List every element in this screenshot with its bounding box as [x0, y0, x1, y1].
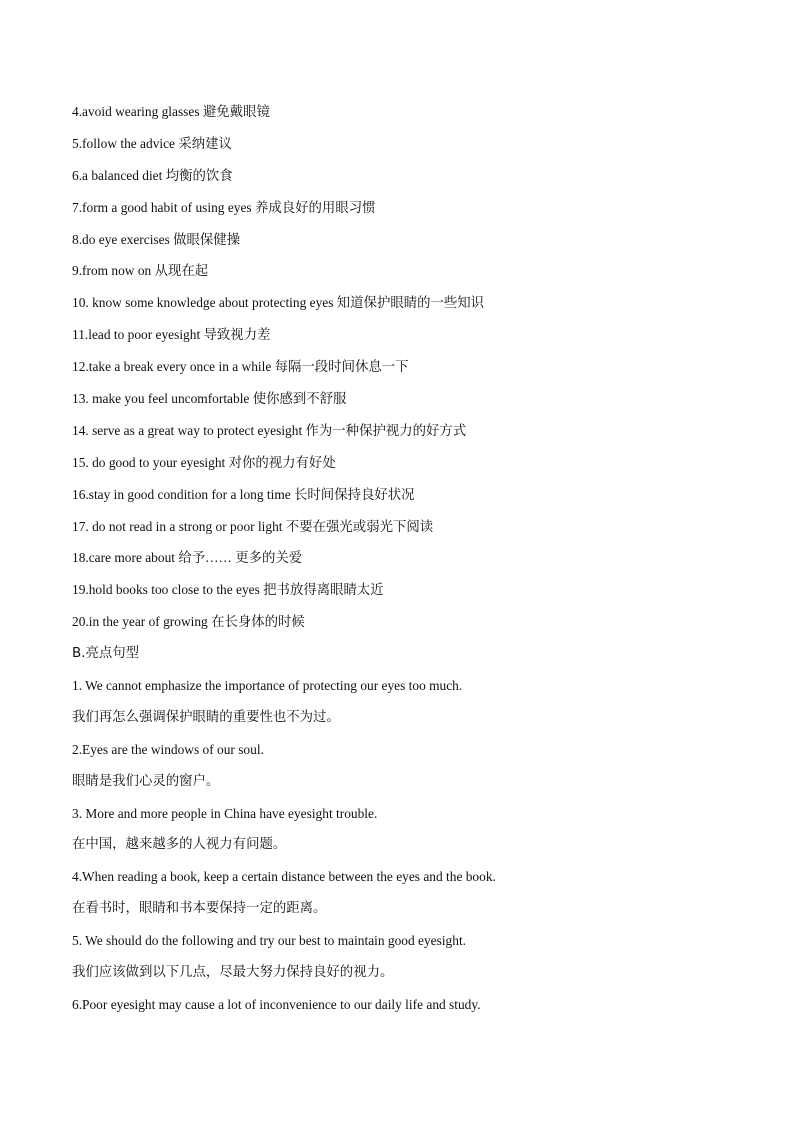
sentence-chinese: 眼睛是我们心灵的窗户。 — [72, 773, 220, 789]
phrase-line: 9.from now on 从现在起 — [72, 263, 209, 279]
sentence-english: 3. More and more people in China have eyesight trouble. — [72, 805, 378, 821]
phrase-line: 17. do not read in a strong or poor light 不要在强光或弱光下阅读 — [72, 518, 434, 534]
phrase-line: 10. know some knowledge about protecting eyes 知道保护眼睛的一些知识 — [72, 295, 485, 311]
phrase-line: 11.lead to poor eyesight 导致视力差 — [72, 327, 271, 343]
phrase-line: 15. do good to your eyesight 对你的视力有好处 — [72, 454, 336, 470]
document-page — [72, 96, 732, 1021]
sentence-chinese: 在看书时，眼睛和书本要保持一定的距离。 — [72, 901, 327, 917]
sentence-english: 1. We cannot emphasize the importance of protecting our eyes too much. — [72, 678, 463, 694]
phrase-line: 8.do eye exercises 做眼保健操 — [72, 231, 241, 247]
phrase-line: 7.form a good habit of using eyes 养成良好的用眼习惯 — [72, 199, 376, 215]
phrase-line: 6.a balanced diet 均衡的饮食 — [72, 167, 233, 183]
phrase-line: 12.take a break every once in a while 每隔一段时间休息一下 — [72, 359, 409, 375]
phrase-line: 13. make you feel uncomfortable 使你感到不舒服 — [72, 391, 347, 407]
phrase-line: 5.follow the advice 采纳建议 — [72, 135, 232, 151]
phrase-line: 19.hold books too close to the eyes 把书放得离眼睛太近 — [72, 582, 384, 598]
section-b-heading: B.亮点句型 — [72, 646, 140, 662]
sentence-english: 5. We should do the following and try our best to maintain good eyesight. — [72, 933, 467, 949]
sentence-english: 2.Eyes are the windows of our soul. — [72, 741, 264, 757]
phrase-line: 4.avoid wearing glasses 避免戴眼镜 — [72, 104, 270, 119]
phrase-line: 18.care more about 给予…… 更多的关爱 — [72, 550, 303, 566]
sentence-english: 4.When reading a book, keep a certain distance between the eyes and the book. — [72, 869, 496, 885]
phrase-line: 20.in the year of growing 在长身体的时候 — [72, 614, 305, 630]
sentence-english: 6.Poor eyesight may cause a lot of inconvenience to our daily life and study. — [72, 996, 481, 1012]
sentence-chinese: 我们再怎么强调保护眼睛的重要性也不为过。 — [72, 709, 340, 725]
phrase-line: 16.stay in good condition for a long time 长时间保持良好状况 — [72, 486, 415, 502]
sentence-chinese: 在中国，越来越多的人视力有问题。 — [72, 837, 287, 853]
sentence-chinese: 我们应该做到以下几点，尽最大努力保持良好的视力。 — [72, 965, 394, 981]
phrase-line: 14. serve as a great way to protect eyesight 作为一种保护视力的好方式 — [72, 422, 467, 438]
